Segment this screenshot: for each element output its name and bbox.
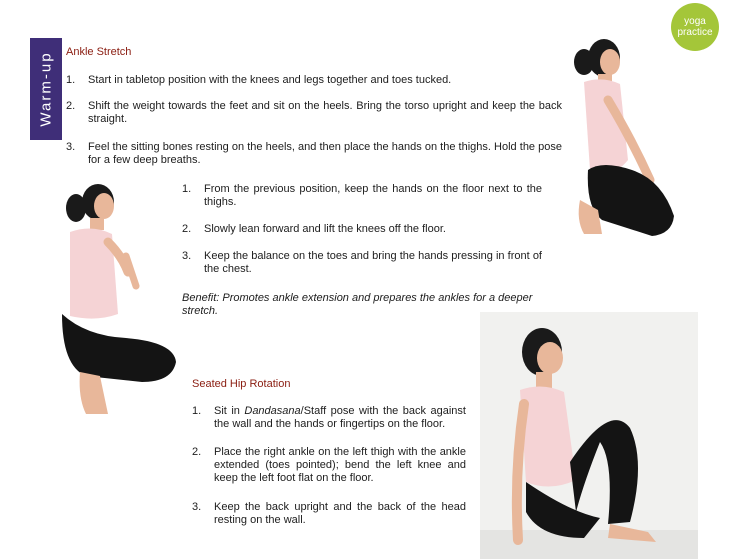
seated-hip-rotation-steps xyxy=(192,405,466,527)
step-number: 1. xyxy=(66,74,76,86)
ankle-continuation-steps xyxy=(182,183,542,276)
list-item xyxy=(192,501,466,527)
step-number: 3. xyxy=(192,501,202,513)
badge-line-1: yoga xyxy=(684,16,706,27)
list-item xyxy=(182,223,542,236)
step-text: Shift the weight towards the feet and sit on the heels. Bring the torso upright and keep the back straight. xyxy=(88,100,562,125)
seated-hip-rotation-photo xyxy=(480,312,698,559)
step-number: 3. xyxy=(66,141,76,153)
step-number: 1. xyxy=(182,183,192,195)
step-text: Start in tabletop position with the knees and legs together and toes tucked. xyxy=(88,74,452,86)
badge-line-2: practice xyxy=(677,27,713,38)
step-text: Sit in Dandasana/Staff pose with the back against the wall and the hands or fingertips on the floor. xyxy=(214,405,466,430)
list-item xyxy=(66,74,562,87)
squatting-prayer-pose-photo xyxy=(56,176,182,420)
step-number: 2. xyxy=(66,100,76,112)
step-number: 2. xyxy=(192,446,202,458)
section-tab xyxy=(30,38,62,140)
step-number: 1. xyxy=(192,405,202,417)
dandasana-term: Dandasana xyxy=(244,405,301,417)
step-number: 2. xyxy=(182,223,192,235)
ankle-stretch-steps xyxy=(66,74,562,167)
list-item xyxy=(66,141,562,167)
step-text: From the previous position, keep the hands on the floor next to the thighs. xyxy=(204,183,542,208)
step-text: Slowly lean forward and lift the knees off the floor. xyxy=(204,223,446,235)
step-text: Keep the back upright and the back of the head resting on the wall. xyxy=(214,501,466,526)
list-item xyxy=(192,405,466,431)
section-tab-label: Warm-up xyxy=(37,51,55,127)
step-number: 3. xyxy=(182,250,192,262)
step-text: Keep the balance on the toes and bring the hands pressing in front of the chest. xyxy=(204,250,542,275)
seated-hip-rotation-heading: Seated Hip Rotation xyxy=(192,378,291,390)
step-text: Feel the sitting bones resting on the heels, and then place the hands on the thighs. Hold the pose for a few deep breaths. xyxy=(88,141,562,166)
list-item xyxy=(192,446,466,485)
benefit-note: Benefit: Promotes ankle extension and prepares the ankles for a deeper stretch. xyxy=(182,292,533,317)
list-item xyxy=(66,100,562,126)
list-item xyxy=(182,183,542,209)
list-item xyxy=(182,250,542,276)
kneeling-pose-photo xyxy=(562,20,684,242)
ankle-stretch-heading: Ankle Stretch xyxy=(66,46,132,58)
step-text: Place the right ankle on the left thigh with the ankle extended (toes pointed); bend the left knee and keep the left foot flat on the floor. xyxy=(214,446,466,484)
